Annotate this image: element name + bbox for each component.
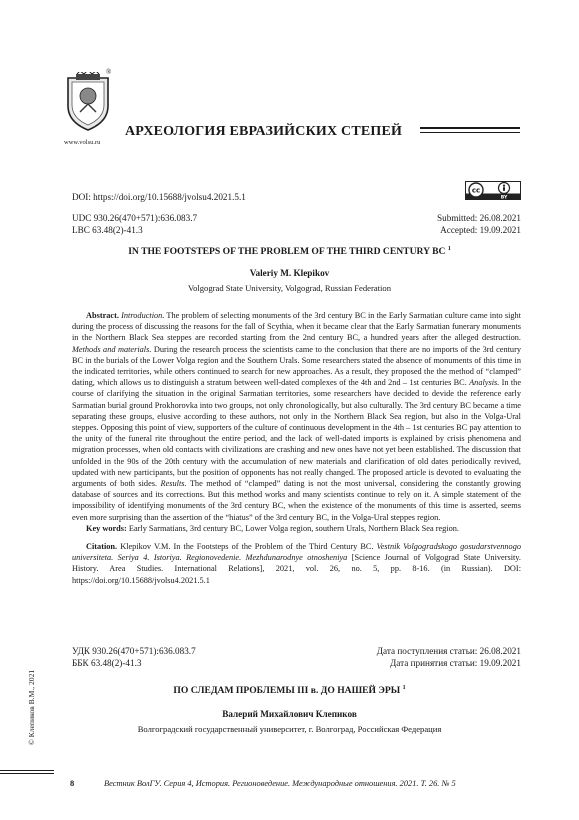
title-ru-footnote-mark[interactable]: 1 — [402, 685, 406, 691]
submitted-date: Submitted: 26.08.2021 — [437, 213, 521, 223]
accepted-date: Accepted: 19.09.2021 — [440, 225, 521, 235]
citation-plain: Klepikov V.M. In the Footsteps of the Problem of the Third Century BC. — [120, 542, 374, 552]
article-title-text: IN THE FOOTSTEPS OF THE PROBLEM OF THE THIRD CENTURY BC — [128, 246, 446, 258]
article-title-ru-text: ПО СЛЕДАМ ПРОБЛЕМЫ III в. ДО НАШЕЙ ЭРЫ — [173, 685, 401, 697]
introduction-label: Introduction. — [121, 311, 165, 320]
udc-code: UDC 930.26(470+571):636.083.7 — [72, 213, 198, 223]
affiliation-ru: Волгоградский государственный университет, г. Волгоград, Российская Федерация — [137, 724, 442, 734]
abstract-block — [72, 310, 521, 586]
footer-rule-left — [0, 770, 54, 776]
citation-label: Citation. — [86, 542, 118, 552]
abstract-paragraph — [72, 310, 521, 523]
received-date-ru: Дата поступления статьи: 26.08.2021 — [376, 646, 521, 656]
copyright-text: © Клепиков В.М., 2021 — [27, 669, 36, 745]
university-logo — [64, 72, 112, 132]
analysis-label: Analysis. — [469, 378, 500, 388]
article-title-ru — [0, 685, 579, 696]
copyright-vertical — [26, 645, 38, 745]
citation-paragraph — [72, 541, 521, 586]
cc-by-license-icon[interactable] — [465, 181, 521, 200]
keywords-label: Key words: — [86, 523, 127, 533]
cc-icon-text: cc — [471, 186, 481, 195]
udk-code: УДК 930.26(470+571):636.083.7 — [72, 646, 196, 656]
author-name-ru: Валерий Михайлович Клепиков — [222, 709, 357, 719]
author-name-en: Valeriy M. Klepikov — [249, 268, 330, 278]
footer-journal: Вестник ВолГУ. Серия 4, История. Регионоведение. Международные отношения. 2021. Т. 26. № 5 — [104, 779, 456, 788]
journal-title-rule-2 — [420, 132, 520, 133]
journal-title: АРХЕОЛОГИЯ ЕВРАЗИЙСКИХ СТЕПЕЙ — [125, 124, 403, 139]
page-number: 8 — [70, 779, 75, 788]
citation-rest[interactable]: [Science Journal of Volgograd State University. History. Area Studies. International Relations], 2021, vol. 26, no. 5, pp. 8-16. (in Russian). DOI: https://doi.org/10.15688/jvolsu4.2021.5.1 — [72, 553, 521, 585]
doi[interactable]: DOI: https://doi.org/10.15688/jvolsu4.2021.5.1 — [72, 192, 246, 202]
results-label: Results. — [160, 479, 187, 489]
keywords-paragraph — [72, 523, 521, 534]
abstract-methods: During the research process the scientists came to the conclusion that there are no imports of the 3rd century BC in the burials of the Lower Volga region and the Southern Urals. Some researchers stated the absence of monuments of this time in the indicated territories, while others continued to search for new approaches. As a result, they proposed the the method of “clamped” dating, which allows us to distinguish a stratum between well-dated complexes of the 4th and 2nd – 1st centuries BC. — [72, 344, 521, 388]
affiliation-en: Volgograd State University, Volgograd, Russian Federation — [187, 283, 392, 293]
keywords-text: Early Sarmatians, 3rd century BC, Lower Volga region, southern Urals, Northern Black Sea region. — [128, 523, 459, 533]
methods-label: Methods and materials. — [72, 344, 152, 354]
abstract-results: The method of “clamped” dating is not the most universal, considering the constantly growing database of sources and its corrections. But this method works and many scientists continue to rely on it. A simple statement of the impossibility of identifying monuments of the 3rd century BC, when the existence of the monuments of this time is asserted, seems even more surprising than the assertion of the “hiatus” of the 3rd century BC, in the Volga-Ural steppes region. — [72, 479, 521, 522]
by-label: BY — [500, 195, 508, 200]
lbc-code: LBC 63.48(2)-41.3 — [72, 225, 143, 235]
accepted-date-ru: Дата принятия статьи: 19.09.2021 — [390, 658, 521, 668]
article-title-en — [0, 246, 579, 257]
journal-title-rule — [420, 127, 520, 129]
title-footnote-mark[interactable]: 1 — [447, 246, 451, 252]
citation-journal: Vestnik Volgogradskogo gosudarstvennogo universiteta. Seriya 4. Istoriya. Regionovedenie. Mezhdunarodnye otnosheniya — [72, 542, 521, 563]
abstract-label: Abstract. — [86, 311, 119, 320]
abstract-analysis: In the course of clarifying the situation in the original Sarmatian territories, some researchers have decided to devide the reference early Sarmatian burial ground Prokhorovka into two groups, not only chronologically, but also culturally. The 3rd century BC became a time separating these groups, elusive according to these authors, not only in the Northern Black Sea region, but also in the Volga-Ural steppes. Opposing this point of view, supporters of the culture of continuous development in the 4th – 1st centuries BC pay attention to the unity of the funeral rite throughout the entire period, and the lack of well-dated imports is explained by crisis phenomena and migration processes, when old contacts with civilizations are crashing and new ones have not yet been established. The discussion that unfolded in the 90s of the 20th century with the accumulation of new materials and clarification of old dates periodically revived, updated with new participants, but the position of opponents has not really changed. The proposed article is devoted to evaluating the arguments of both sides. — [72, 378, 522, 489]
registered-mark: ® — [106, 68, 112, 76]
bbk-code: ББК 63.48(2)-41.3 — [72, 658, 142, 668]
abstract-introduction: The problem of selecting monuments of the 3rd century BC in the Early Sarmatian culture came into sight during the process of discussing the reasons for the fall of Scythia, when it became clear that the Early Sarmatian funerary monuments in the Northern Black Sea steppes are recorded starting from the 2nd century BC, a hundred years after the alleged destruction. — [72, 311, 521, 343]
site-url[interactable]: www.volsu.ru — [64, 139, 101, 146]
